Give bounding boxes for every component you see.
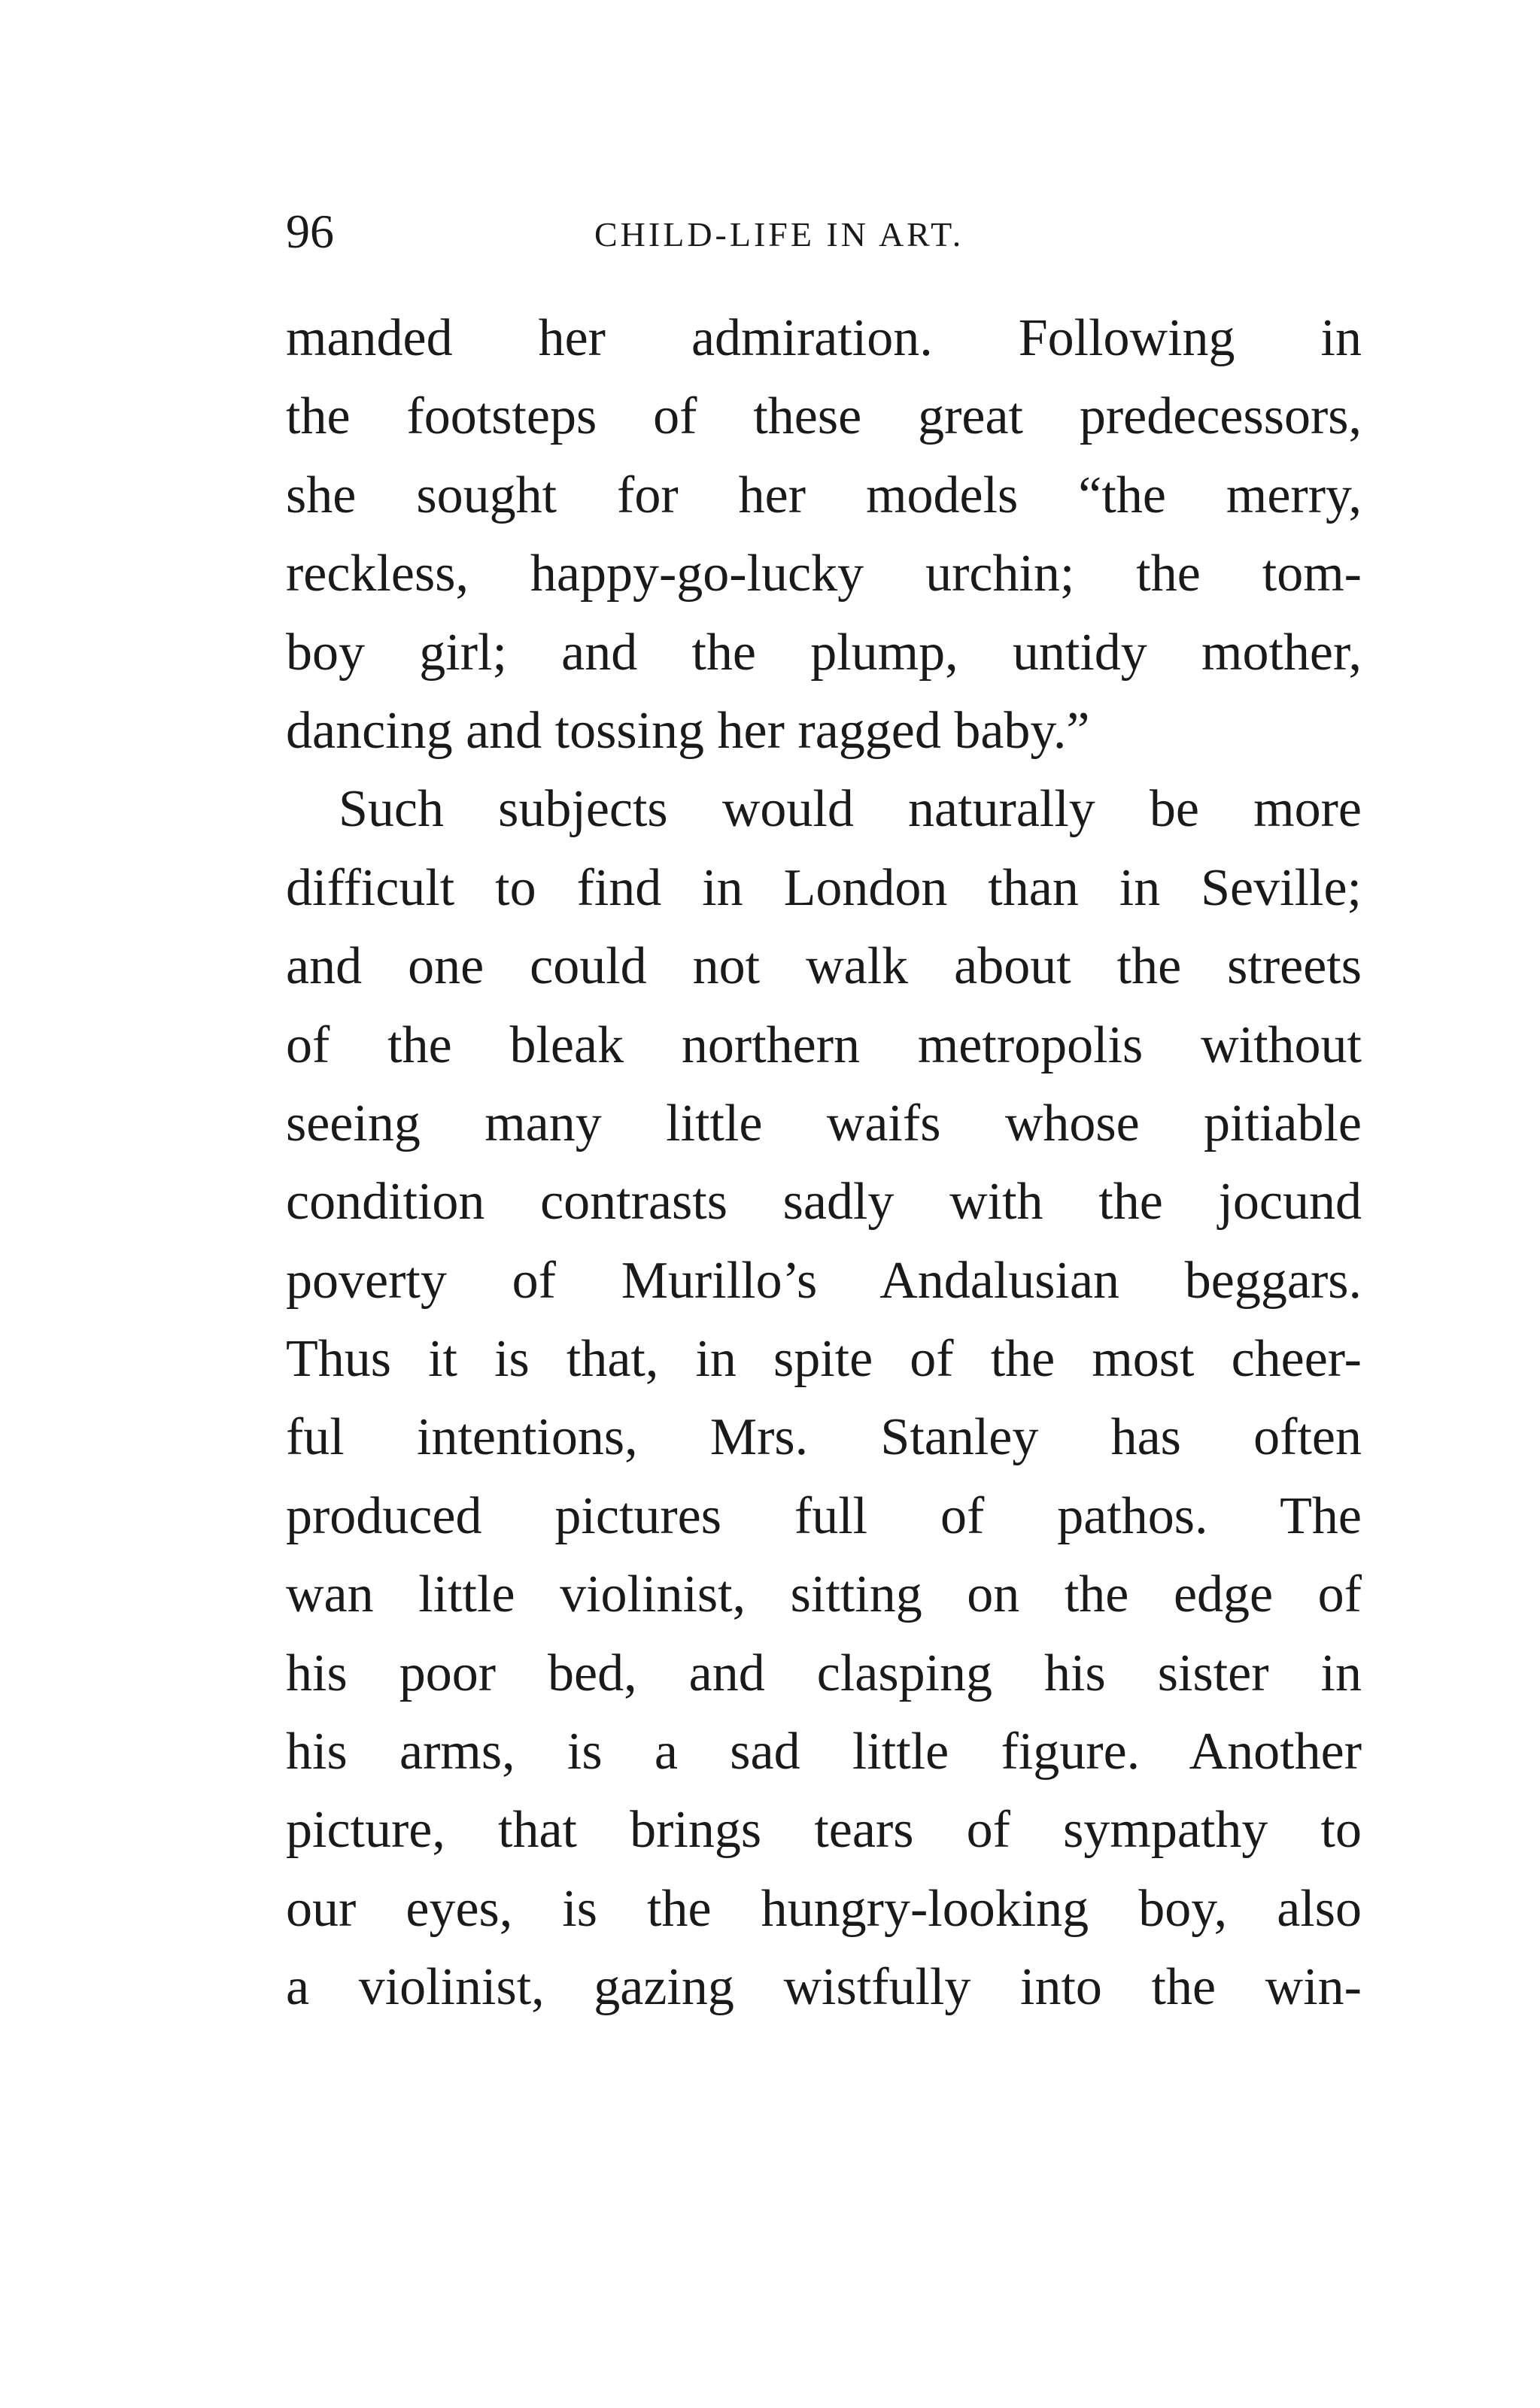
text-line: wan little violinist, sitting on the edge of: [286, 1565, 1362, 1624]
page-number: 96: [286, 205, 334, 258]
text-line: Such subjects would naturally be more: [339, 780, 1362, 839]
text-line: his arms, is a sad little figure. Another: [286, 1723, 1362, 1781]
text-line: dancing and tossing her ragged baby.”: [286, 701, 1090, 760]
text-line: of the bleak northern metropolis without: [286, 1016, 1362, 1074]
text-line: his poor bed, and clasping his sister in: [286, 1644, 1362, 1702]
text-line: she sought for her models “the merry,: [286, 466, 1362, 524]
text-line: condition contrasts sadly with the jocund: [286, 1173, 1362, 1231]
text-line: picture, that brings tears of sympathy to: [286, 1801, 1362, 1860]
text-line: produced pictures full of pathos. The: [286, 1486, 1362, 1545]
text-line: ful intentions, Mrs. Stanley has often: [286, 1408, 1362, 1467]
running-title: CHILD-LIFE IN ART.: [594, 215, 964, 254]
text-line: the footsteps of these great predecessors,: [286, 387, 1362, 446]
text-line: poverty of Murillo’s Andalusian beggars.: [286, 1251, 1362, 1310]
text-line: manded her admiration. Following in: [286, 309, 1362, 367]
text-line: and one could not walk about the streets: [286, 937, 1362, 996]
text-line: reckless, happy-go-lucky urchin; the tom-: [286, 545, 1362, 603]
text-line: a violinist, gazing wistfully into the win-: [286, 1958, 1362, 2017]
text-line: our eyes, is the hungry-looking boy, also: [286, 1879, 1362, 1938]
text-line: boy girl; and the plump, untidy mother,: [286, 623, 1362, 682]
body-text: [286, 299, 1362, 2027]
running-head: [286, 202, 1362, 262]
text-line: difficult to find in London than in Seville;: [286, 858, 1362, 917]
text-line: seeing many little waifs whose pitiable: [286, 1094, 1362, 1152]
text-line: Thus it is that, in spite of the most cheer-: [286, 1330, 1362, 1389]
